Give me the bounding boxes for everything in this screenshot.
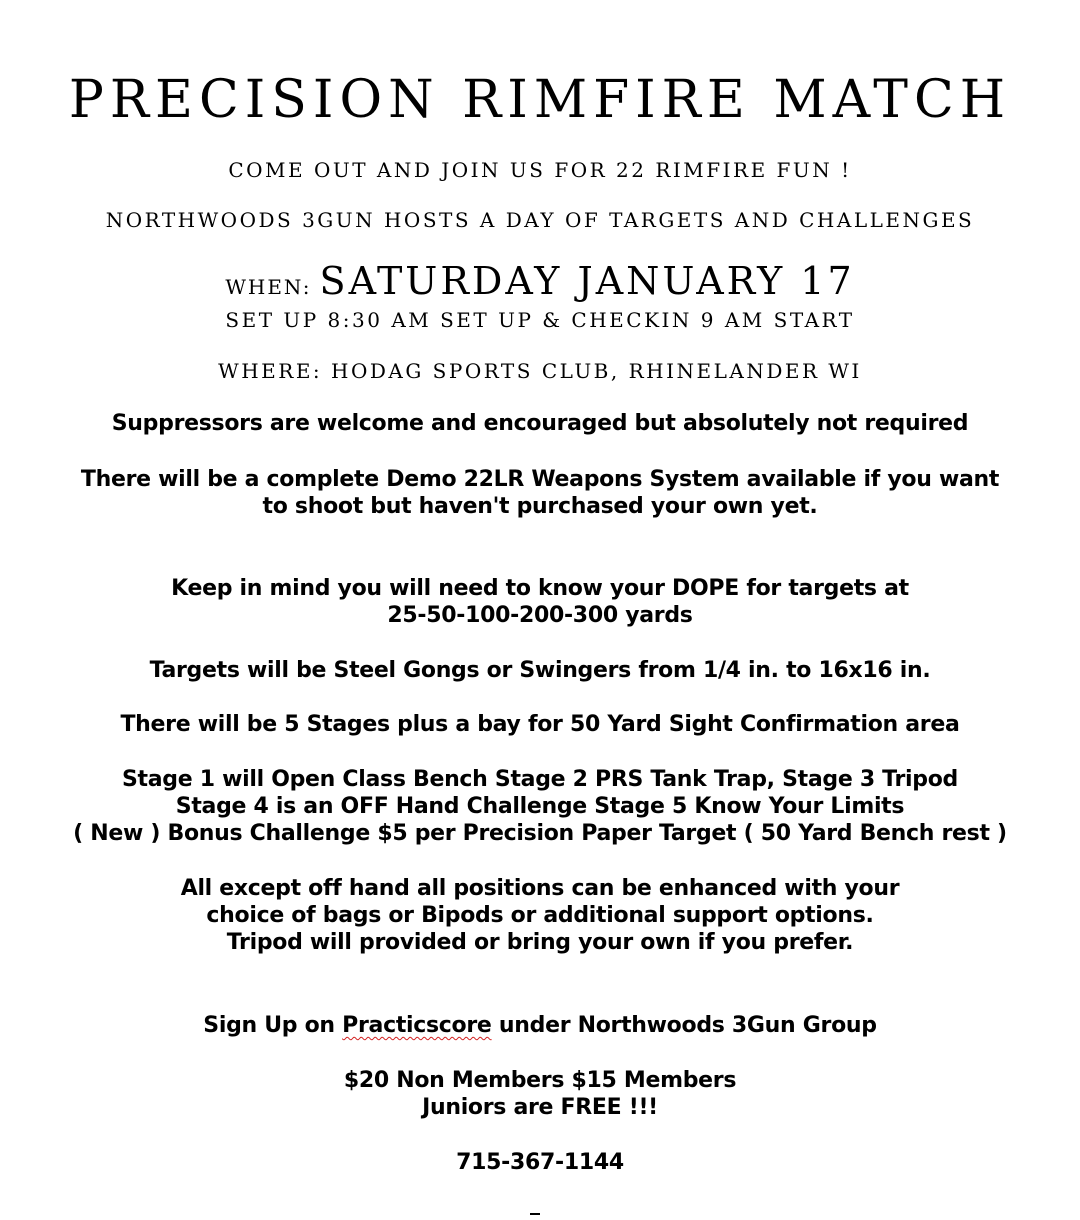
support-line-2: choice of bags or Bipods or additional support options. bbox=[206, 903, 874, 928]
page-mark bbox=[530, 1213, 540, 1215]
support-line-3: Tripod will provided or bring your own if you prefer. bbox=[226, 930, 854, 955]
dope-line-2: 25-50-100-200-300 yards bbox=[387, 603, 693, 628]
host-line: NORTHWOODS 3GUN HOSTS A DAY OF TARGETS AND CHALLENGES bbox=[105, 208, 975, 232]
when-date: SATURDAY JANUARY 17 bbox=[319, 259, 855, 303]
juniors-line: Juniors are FREE !!! bbox=[422, 1095, 658, 1120]
demo-line-1: There will be a complete Demo 22LR Weapons System available if you want bbox=[80, 467, 1000, 492]
demo-line-2: to shoot but haven't purchased your own yet. bbox=[262, 494, 818, 519]
signup-prefix: Sign Up on bbox=[203, 1013, 343, 1038]
stage-line-2: Stage 4 is an OFF Hand Challenge Stage 5 Know Your Limits bbox=[175, 794, 905, 819]
stages-count-line: There will be 5 Stages plus a bay for 50 Yard Sight Confirmation area bbox=[120, 712, 960, 737]
when-line bbox=[0, 259, 1080, 303]
targets-line: Targets will be Steel Gongs or Swingers from 1/4 in. to 16x16 in. bbox=[149, 658, 931, 683]
suppressors-line: Suppressors are welcome and encouraged but absolutely not required bbox=[111, 411, 969, 436]
flyer-title: PRECISION RIMFIRE MATCH bbox=[68, 70, 1012, 130]
phone-number: 715-367-1144 bbox=[456, 1150, 624, 1175]
times-line: SET UP 8:30 AM SET UP & CHECKIN 9 AM START bbox=[225, 308, 855, 332]
signup-suffix: under Northwoods 3Gun Group bbox=[491, 1013, 877, 1038]
support-line-1: All except off hand all positions can be enhanced with your bbox=[180, 876, 900, 901]
tagline: COME OUT AND JOIN US FOR 22 RIMFIRE FUN ! bbox=[228, 158, 852, 182]
stage-line-1: Stage 1 will Open Class Bench Stage 2 PRS Tank Trap, Stage 3 Tripod bbox=[122, 767, 958, 792]
fees-line: $20 Non Members $15 Members bbox=[343, 1068, 737, 1093]
when-label: WHEN: bbox=[225, 275, 312, 299]
dope-line-1: Keep in mind you will need to know your DOPE for targets at bbox=[171, 576, 909, 601]
stage-line-3: ( New ) Bonus Challenge $5 per Precision Paper Target ( 50 Yard Bench rest ) bbox=[73, 821, 1007, 846]
where-line: WHERE: HODAG SPORTS CLUB, RHINELANDER WI bbox=[218, 359, 862, 383]
signup-line bbox=[0, 1012, 1080, 1039]
practiscore-word: Practicscore bbox=[342, 1013, 492, 1038]
